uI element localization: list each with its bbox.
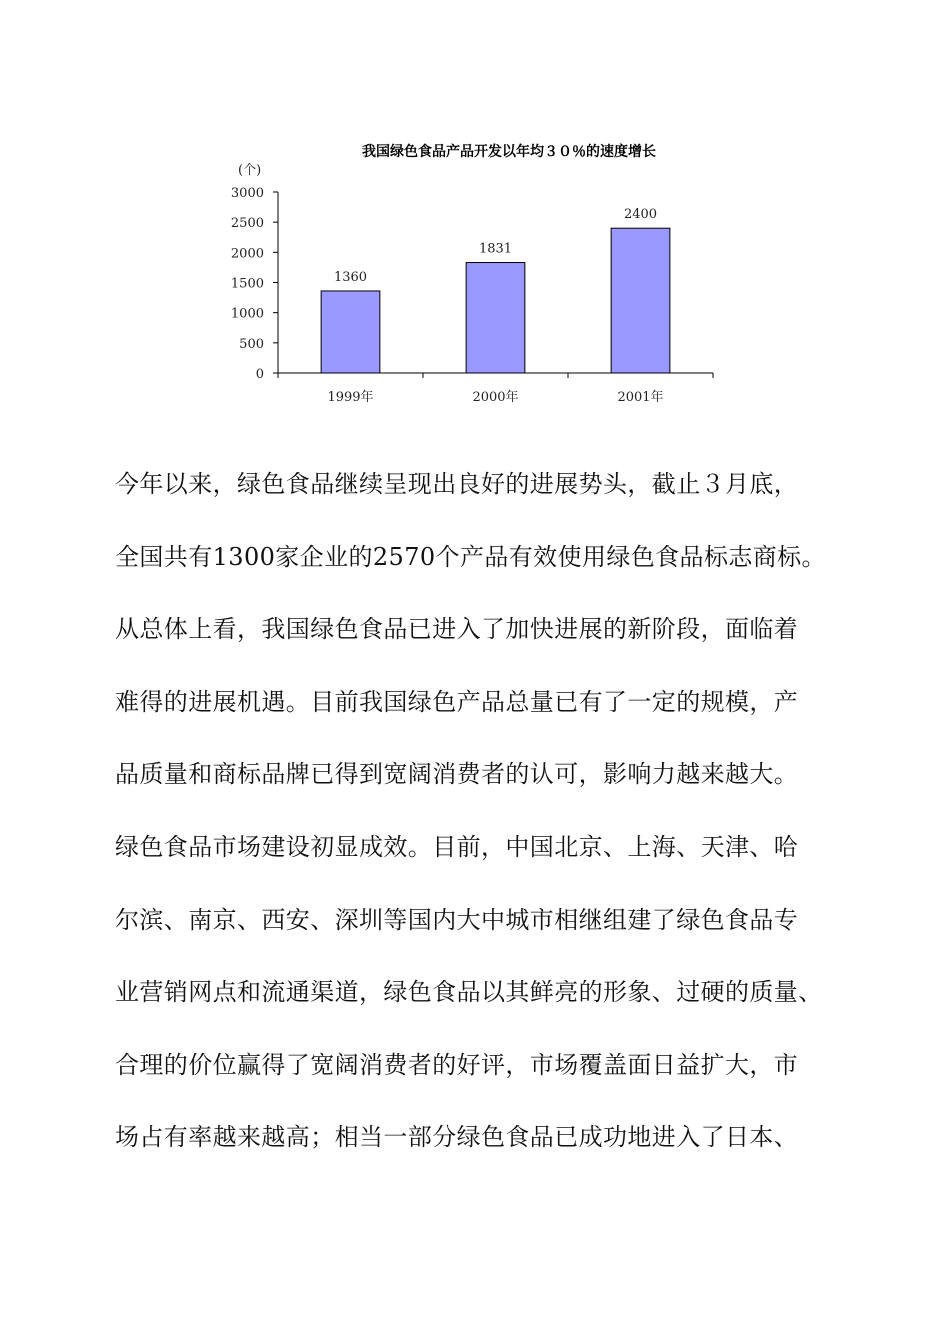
paragraph-line: 尔滨、南京、西安、深圳等国内大中城市相继组建了绿色食品专	[115, 905, 799, 934]
data-label: 2400	[623, 207, 658, 223]
y-tick-label: 2500	[230, 216, 264, 232]
bar-chart-svg	[220, 132, 740, 422]
y-tick-label: 500	[239, 336, 264, 352]
y-tick-label: 1500	[230, 276, 264, 292]
bar	[321, 291, 380, 373]
x-category-label: 2000年	[472, 390, 519, 405]
y-axis-unit-label: (个)	[238, 163, 262, 178]
paragraph-line: 今年以来，绿色食品继续呈现出良好的进展势头，截止３月底，	[115, 470, 799, 498]
paragraph-line: 业营销网点和流通渠道，绿色食品以其鲜亮的形象、过硬的质量、	[115, 978, 823, 1007]
paragraph-line: 品质量和商标品牌已得到宽阔消费者的认可，影响力越来越大。	[115, 760, 799, 789]
x-category-label: 1999年	[327, 390, 374, 405]
paragraph-line: 合理的价位赢得了宽阔消费者的好评，市场覆盖面日益扩大，市	[115, 1050, 799, 1079]
y-tick-label: 3000	[230, 186, 264, 201]
y-tick-label: 2000	[230, 246, 264, 262]
paragraph-line: 场占有率越来越高；相当一部分绿色食品已成功地进入了日本、	[115, 1123, 799, 1152]
y-tick-label: 0	[255, 367, 264, 382]
paragraph-line: 绿色食品市场建设初显成效。目前，中国北京、上海、天津、哈	[115, 832, 799, 861]
chart-labels	[231, 186, 664, 405]
paragraph-line: 全国共有1300家企业的2570个产品有效使用绿色食品标志商标。	[115, 542, 826, 571]
paragraph-line: 从总体上看，我国绿色食品已进入了加快进展的新阶段，面临着	[115, 615, 799, 644]
data-label: 1831	[478, 241, 513, 257]
paragraph-line: 难得的进展机遇。目前我国绿色产品总量已有了一定的规模，产	[115, 687, 799, 716]
data-label: 1360	[333, 269, 368, 285]
bar	[466, 263, 525, 373]
chart-title: 我国绿色食品产品开发以年均３０％的速度增长	[362, 144, 656, 160]
bar	[611, 228, 670, 373]
bar-chart	[220, 132, 740, 422]
body-paragraph	[115, 456, 855, 1182]
x-category-label: 2001年	[617, 390, 664, 405]
y-tick-label: 1000	[230, 306, 264, 322]
